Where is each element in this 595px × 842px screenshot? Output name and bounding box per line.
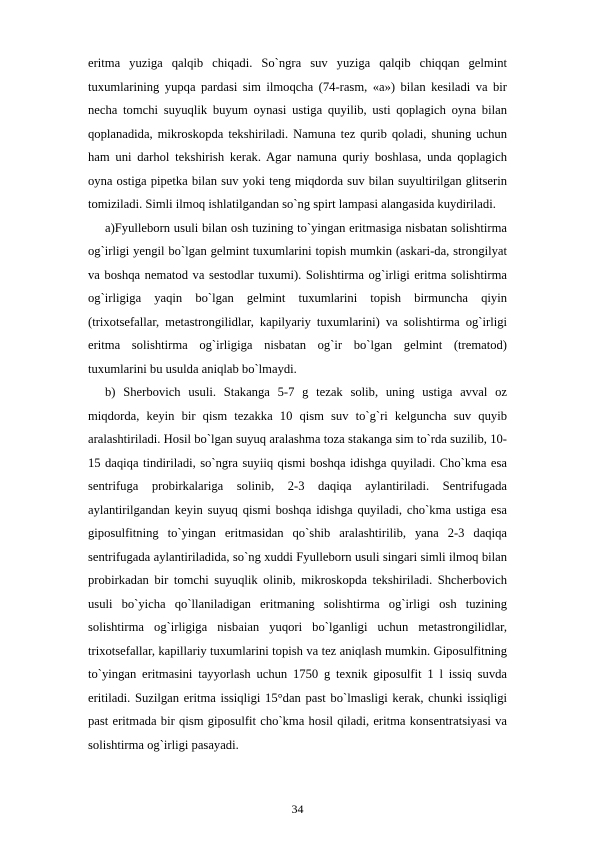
paragraph-intro: eritma yuziga qalqib chiqadi. So`ngra suv yuziga qalqib chiqqan gelmint tuxumlarining yupqa pardasi sim ilmoqcha (74-rasm, «a») bilan kesiladi va bir necha tomchi suyuqlik buyum oynasi ustiga quyilib, usti qoplagich oyna bilan qoplanadida, mikroskopda tekshiriladi. Namuna tez qurib qoladi, shuning uchun ham uni darhol tekshirish kerak. Agar namuna quriy boshlasa, unda qoplagich oyna ostiga pipetka bilan suv yoki teng miqdorda suv bilan suyultirilgan glitserin tomiziladi. Simli ilmoq ishlatilgandan so`ng spirt lampasi alangasida kuydiriladi. xyxy=(88,56,507,211)
document-body xyxy=(88,52,507,757)
paragraph-fyulleborn-method: a)Fyulleborn usuli bilan osh tuzining to`yingan eritmasiga nisbatan solishtirma og`irligi yengil bo`lgan gelmint tuxumlarini topish mumkin (askari-da, strongilyat va boshqa nematod va sestodlar tuxumi). Solishtirma og`irligi eritma solishtirma og`irligiga yaqin bo`lgan gelmint tuxumlarini topish birmuncha qiyin (trixotsefallar, metastrongilidlar, kapilyariy tuxumlarini) va solishtirma og`irligi eritma solishtirma og`irligiga nisbatan og`ir bo`lgan gelmint (trematod) tuxumlarini bu usulda aniqlab bo`lmaydi. xyxy=(88,220,507,376)
paragraph-sherbovich-method: b) Sherbovich usuli. Stakanga 5-7 g tezak solib, uning ustiga avval oz miqdorda, keyin bir qism tezakka 10 qism suv to`g`ri kelguncha suv quyib aralashtiriladi. Hosil bo`lgan suyuq aralashma toza stakanga sim to`rda suzilib, 10-15 daqiqa tindiriladi, so`ngra suyiiq qismi boshqa idishga quyiladi. Cho`kma esa sentrifuga probirkalariga solinib, 2-3 daqiqa aylantiriladi. Sentrifugada aylantirilgandan keyin suyuq qismi boshqa idishga quyiladi, cho`kma ustiga esa giposulfitning to`yingan eritmasidan qo`shib aralashtirilib, yana 2-3 daqiqa sentrifugada aylantiriladida, so`ng xuddi Fyulleborn usuli singari simli ilmoq bilan probirkadan bir tomchi suyuqlik olinib, mikroskopda tekshiriladi. Shcherbovich usuli bo`yicha qo`llaniladigan eritmaning solishtirma og`irligi osh tuzining solishtirma og`irligiga nisbaian yuqori bo`lganligi uchun metastrongilidlar, trixotsefallar, kapillariy tuxumlarini topish va tez aniqlash mumkin. Giposulfitning to`yingan eritmasini tayyorlash uchun 1750 g texnik giposulfit 1 l issiq suvda eritiladi. Suzilgan eritma issiqligi 15°dan past bo`lmasligi kerak, chunki issiqligi past eritmada bir qism giposulfit cho`kma hosil qiladi, eritma konsentratsiyasi va solishtirma og`irligi pasayadi. xyxy=(88,385,507,752)
page-number: 34 xyxy=(291,802,304,816)
